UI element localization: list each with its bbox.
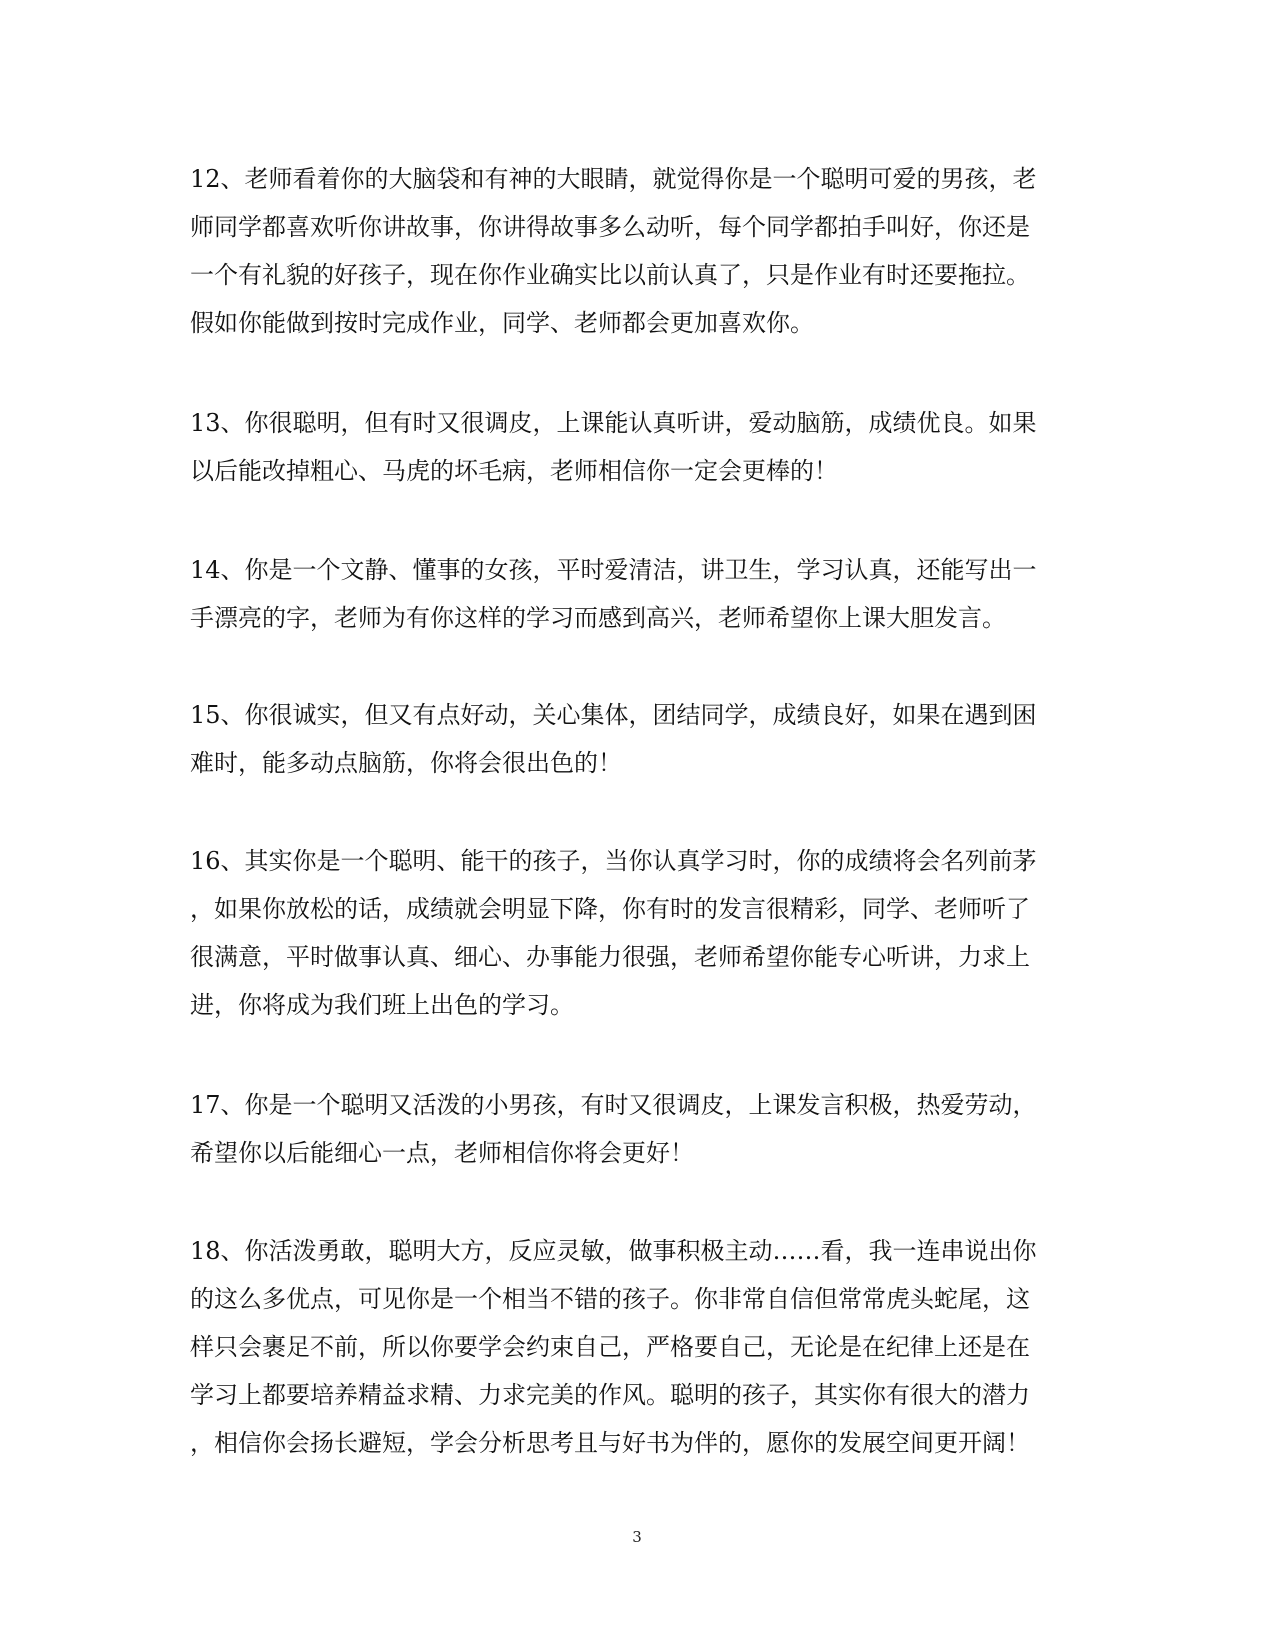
text-line: ，相信你会扬长避短，学会分析思考且与好书为伴的，愿你的发展空间更开阔！ xyxy=(190,1429,1030,1457)
comment-entry-13 xyxy=(190,399,1070,495)
text-line: ，如果你放松的话，成绩就会明显下降，你有时的发言很精彩，同学、老师听了 xyxy=(190,895,1030,923)
page-number: 3 xyxy=(632,1528,642,1546)
text-line: 进，你将成为我们班上出色的学习。 xyxy=(190,991,574,1019)
text-line: 难时，能多动点脑筋，你将会很出色的！ xyxy=(190,749,622,777)
comment-entry-18 xyxy=(190,1227,1070,1467)
text-line: 13、你很聪明，但有时又很调皮，上课能认真听讲，爱动脑筋，成绩优良。如果 xyxy=(190,409,1037,437)
text-line: 师同学都喜欢听你讲故事，你讲得故事多么动听，每个同学都拍手叫好，你还是 xyxy=(190,213,1030,241)
text-line: 一个有礼貌的好孩子，现在你作业确实比以前认真了，只是作业有时还要拖拉。 xyxy=(190,261,1030,289)
text-line: 12、老师看着你的大脑袋和有神的大眼睛，就觉得你是一个聪明可爱的男孩，老 xyxy=(190,165,1037,193)
text-line: 手漂亮的字，老师为有你这样的学习而感到高兴，老师希望你上课大胆发言。 xyxy=(190,604,1006,632)
text-line: 样只会裹足不前，所以你要学会约束自己，严格要自己，无论是在纪律上还是在 xyxy=(190,1333,1030,1361)
text-line: 学习上都要培养精益求精、力求完美的作风。聪明的孩子，其实你有很大的潜力 xyxy=(190,1381,1030,1409)
comment-entry-16 xyxy=(190,837,1070,1029)
text-line: 16、其实你是一个聪明、能干的孩子，当你认真学习时，你的成绩将会名列前茅 xyxy=(190,847,1037,875)
text-line: 希望你以后能细心一点，老师相信你将会更好！ xyxy=(190,1139,694,1167)
text-line: 15、你很诚实，但又有点好动，关心集体，团结同学，成绩良好，如果在遇到困 xyxy=(190,701,1037,729)
comment-entry-17 xyxy=(190,1081,1070,1177)
comment-entry-12 xyxy=(190,155,1070,347)
text-line: 17、你是一个聪明又活泼的小男孩，有时又很调皮，上课发言积极，热爱劳动， xyxy=(190,1091,1037,1119)
text-line: 14、你是一个文静、懂事的女孩，平时爱清洁，讲卫生，学习认真，还能写出一 xyxy=(190,556,1037,584)
text-line: 的这么多优点，可见你是一个相当不错的孩子。你非常自信但常常虎头蛇尾，这 xyxy=(190,1285,1030,1313)
text-line: 假如你能做到按时完成作业，同学、老师都会更加喜欢你。 xyxy=(190,309,814,337)
text-line: 很满意，平时做事认真、细心、办事能力很强，老师希望你能专心听讲，力求上 xyxy=(190,943,1030,971)
text-line: 以后能改掉粗心、马虎的坏毛病，老师相信你一定会更棒的！ xyxy=(190,457,838,485)
comment-entry-15 xyxy=(190,691,1070,787)
comment-entry-14 xyxy=(190,546,1070,642)
text-line: 18、你活泼勇敢，聪明大方，反应灵敏，做事积极主动……看，我一连串说出你 xyxy=(190,1237,1037,1265)
